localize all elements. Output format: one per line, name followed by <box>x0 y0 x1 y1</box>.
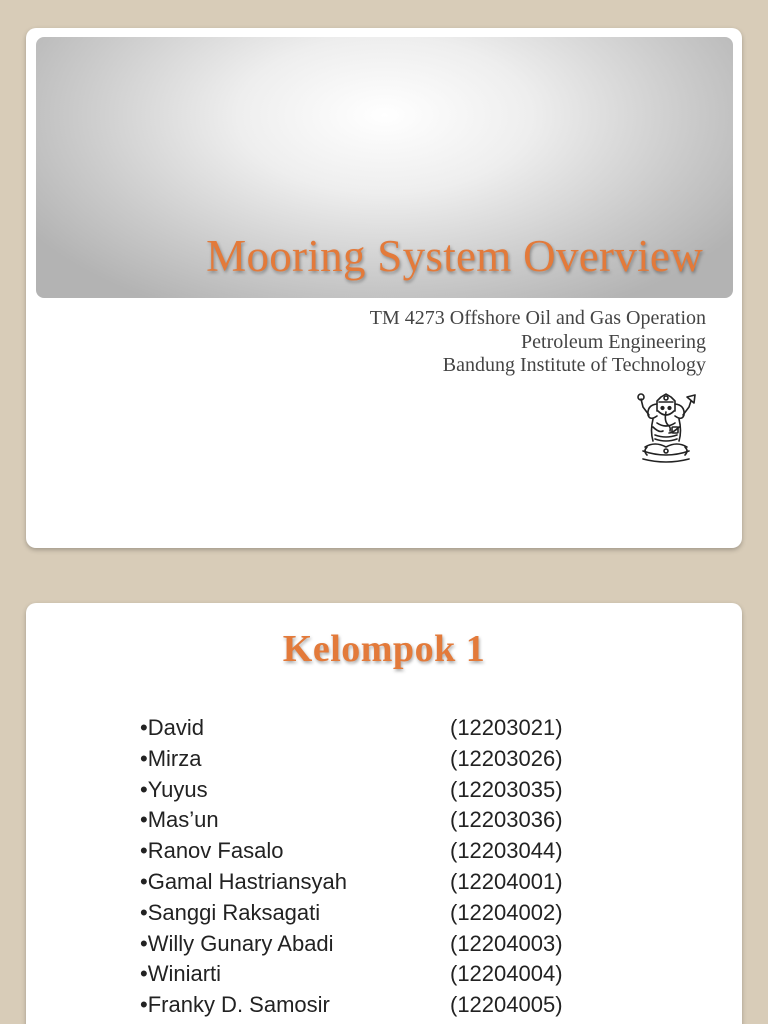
subtitle <box>370 307 706 378</box>
member-list <box>140 713 600 1021</box>
institute-line: Bandung Institute of Technology <box>442 354 706 376</box>
title-banner <box>36 37 733 298</box>
list-item <box>140 867 600 898</box>
member-nim: (12204005) <box>450 992 563 1018</box>
member-name: •Willy Gunary Abadi <box>140 930 334 956</box>
member-name: •Sanggi Raksagati <box>140 899 321 925</box>
member-name: •David <box>140 715 204 740</box>
member-name: •Ranov Fasalo <box>140 838 284 864</box>
department-line: Petroleum Engineering <box>521 330 706 353</box>
member-nim: (12203036) <box>450 807 563 833</box>
list-item <box>140 898 600 929</box>
list-item <box>140 836 600 867</box>
slide-title: Mooring System Overview <box>206 231 703 281</box>
list-item <box>140 990 600 1021</box>
title-slide <box>26 28 742 548</box>
list-item <box>140 959 600 990</box>
group-slide <box>26 603 742 1024</box>
list-item <box>140 775 600 806</box>
list-item <box>140 744 600 775</box>
list-item <box>140 713 600 744</box>
member-nim: (12203035) <box>450 776 563 802</box>
member-nim: (12203044) <box>450 838 563 864</box>
member-nim: (12203026) <box>450 745 563 771</box>
member-name: •Mirza <box>140 745 202 771</box>
member-nim: (12204004) <box>450 961 563 987</box>
member-name: •Franky D. Samosir <box>140 992 330 1018</box>
member-nim: (12203021) <box>450 715 563 740</box>
member-name: •Winiarti <box>140 961 222 987</box>
list-item <box>140 929 600 960</box>
course-line: TM 4273 Offshore Oil and Gas Operation <box>369 307 706 329</box>
member-nim: (12204003) <box>450 930 563 956</box>
list-item <box>140 805 600 836</box>
itb-ganesha-logo <box>635 389 697 465</box>
member-name: •Mas’un <box>140 807 219 833</box>
group-heading: Kelompok 1 <box>282 628 486 670</box>
member-nim: (12204001) <box>450 868 563 894</box>
member-name: •Yuyus <box>140 776 208 802</box>
member-nim: (12204002) <box>450 899 563 925</box>
member-name: •Gamal Hastriansyah <box>140 868 348 894</box>
